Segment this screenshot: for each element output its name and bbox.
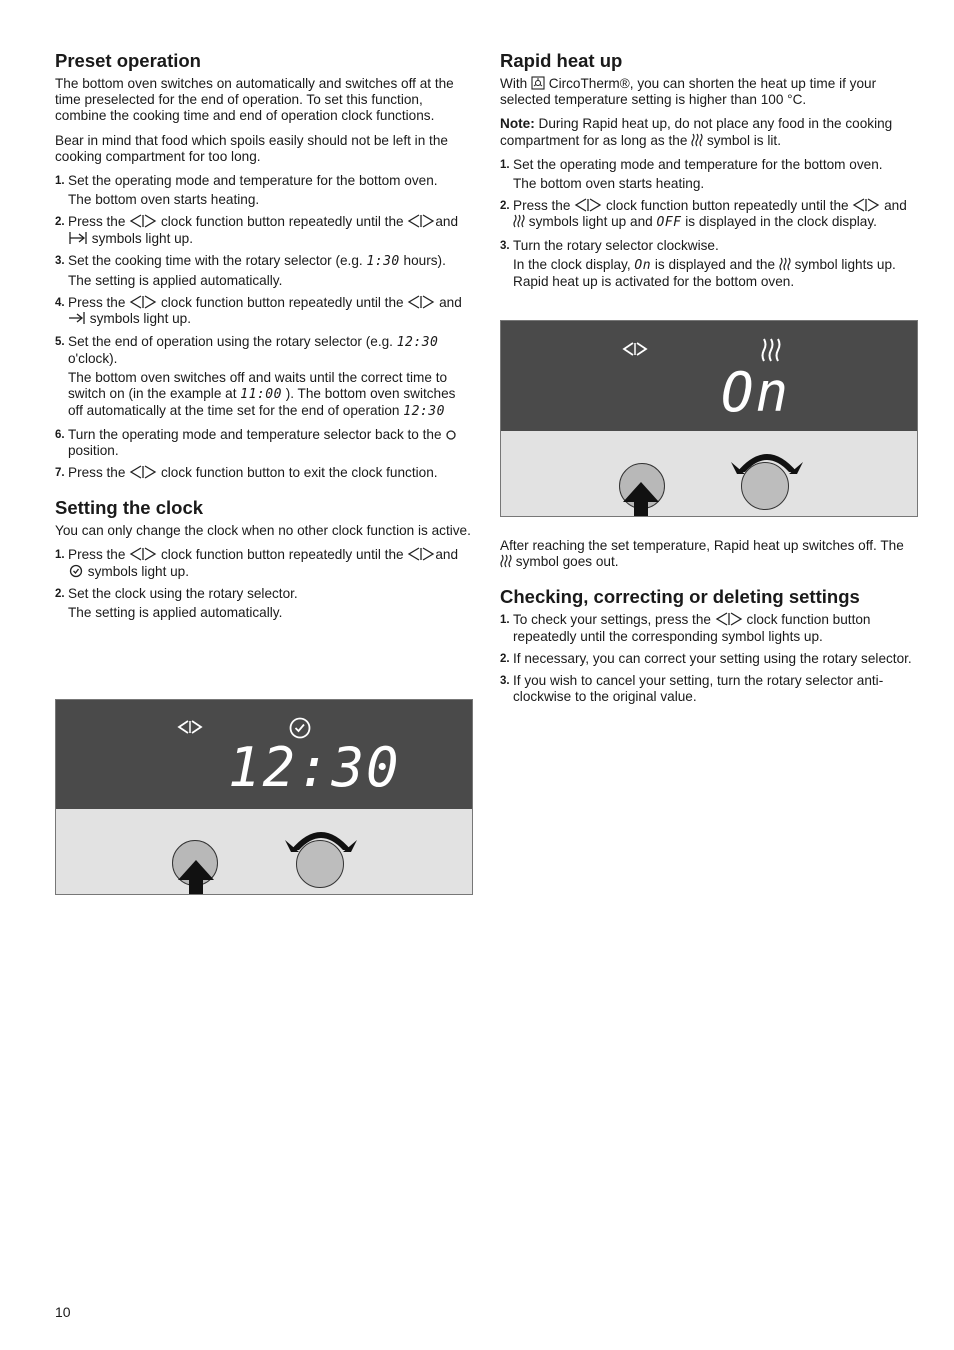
- check-heading: Checking, correcting or deleting settings: [500, 586, 860, 608]
- clock-function-icon: [574, 198, 602, 212]
- rapid-heading: Rapid heat up: [500, 50, 623, 71]
- clock-function-icon: [407, 295, 435, 309]
- clock-function-icon: [407, 214, 435, 228]
- preset-heading: Preset operation: [55, 50, 201, 71]
- rapid-display-panel: [501, 321, 917, 431]
- rapid-heat-icon: [779, 257, 791, 271]
- cooking-time-icon: [68, 231, 88, 245]
- right-column-lower: [500, 538, 918, 713]
- clock-function-icon: [852, 198, 880, 212]
- rapid-heat-icon: [513, 214, 525, 228]
- pointer-arrow-icon: [176, 860, 216, 895]
- preset-para-1: The bottom oven switches on automatically and switches off at the time preselected for the end of operation. To set this function, combine the cooking time and end of operation clock functions.: [55, 76, 454, 124]
- preset-step-4: 4. Press the clock function button repeatedly until the and symbols light up.: [55, 295, 462, 327]
- preset-step-6: 6. Turn the operating mode and temperature selector back to the position.: [55, 427, 473, 459]
- circotherm-icon: [531, 76, 545, 90]
- clock-function-icon: [622, 342, 648, 356]
- clock-step-1: 1. Press the clock function button repeatedly until the and symbols light up.: [55, 547, 459, 579]
- rapid-step-1: 1. Set the operating mode and temperature for the bottom oven. The bottom oven starts heating.: [500, 156, 883, 192]
- right-column: [500, 50, 918, 298]
- preset-para-2: Bear in mind that food which spoils easily should not be left in the cooking compartment for too long.: [55, 132, 448, 164]
- preset-step-7: 7. Press the clock function button to exit the clock function.: [55, 465, 438, 481]
- clock-step-2: 2. Set the clock using the rotary selector. The setting is applied automatically.: [55, 585, 298, 621]
- rapid-heat-figure: [500, 320, 918, 517]
- check-steps: [500, 612, 918, 705]
- clock-function-icon: [715, 612, 743, 626]
- preset-step-2: 2. Press the clock function button repeatedly until the and symbols light up.: [55, 214, 459, 246]
- clock-function-icon: [177, 720, 203, 734]
- preset-steps: [55, 173, 473, 481]
- clock-steps: [55, 547, 473, 621]
- rapid-heat-icon: [691, 133, 703, 147]
- rapid-display-value: On: [721, 361, 791, 424]
- clock-function-icon: [129, 214, 157, 228]
- clock-function-icon: [407, 547, 435, 561]
- check-step-2: 2. If necessary, you can correct your setting using the rotary selector.: [500, 650, 912, 666]
- clock-setting-figure: [55, 699, 473, 895]
- preset-step-5: 5. Set the end of operation using the rotary selector (e.g. 12:30 o'clock). The bottom oven switches off and waits until the correct time to switch on (in the example at 11:00 ). The bottom oven switches off automatically at the time set for the end of operation 12:30: [55, 333, 456, 420]
- clock-display-panel: [56, 700, 472, 809]
- rapid-step-3: 3. Turn the rotary selector clockwise. In the clock display, On is displayed and the symbol lights up. Rapid heat up is activated for the bottom oven.: [500, 237, 896, 290]
- rapid-heat-icon: [761, 337, 781, 363]
- rotary-selector[interactable]: [741, 462, 789, 510]
- clock-function-icon: [129, 295, 157, 309]
- page-number: 10: [55, 1304, 71, 1320]
- left-column: [55, 50, 473, 629]
- clock-display-value: 12:30: [228, 736, 401, 799]
- end-of-operation-icon: [68, 311, 86, 325]
- clock-function-icon: [129, 547, 157, 561]
- check-step-3: 3. If you wish to cancel your setting, turn the rotary selector anti-clockwise to the original value.: [500, 673, 884, 705]
- clock-function-icon: [129, 465, 157, 479]
- rapid-steps: [500, 157, 918, 290]
- preset-step-3: 3. Set the cooking time with the rotary selector (e.g. 1:30 hours). The setting is applied automatically.: [55, 252, 446, 289]
- clock-heading: Setting the clock: [55, 497, 204, 519]
- off-position-icon: [445, 429, 457, 441]
- rapid-step-2: 2. Press the clock function button repeatedly until the and symbols light up and OFF is displayed in the clock display.: [500, 198, 907, 231]
- rapid-para-1: With CircoTherm®, you can shorten the heat up time if your selected temperature setting is higher than 100 °C.: [500, 76, 877, 108]
- preset-step-1: 1. Set the operating mode and temperature for the bottom oven. The bottom oven starts heating.: [55, 173, 438, 208]
- check-step-1: 1. To check your settings, press the clock function button repeatedly until the corresponding symbol lights up.: [500, 612, 871, 644]
- rapid-after-para: After reaching the set temperature, Rapid heat up switches off. The symbol goes out.: [500, 538, 904, 570]
- pointer-arrow-icon: [621, 482, 661, 517]
- clock-time-icon: [68, 564, 84, 578]
- rapid-heat-icon: [500, 554, 512, 568]
- clock-para-1: You can only change the clock when no other clock function is active.: [55, 523, 471, 539]
- rotary-selector[interactable]: [296, 840, 344, 888]
- rapid-note: Note: During Rapid heat up, do not place any food in the cooking compartment for as long as the symbol is lit.: [500, 116, 893, 148]
